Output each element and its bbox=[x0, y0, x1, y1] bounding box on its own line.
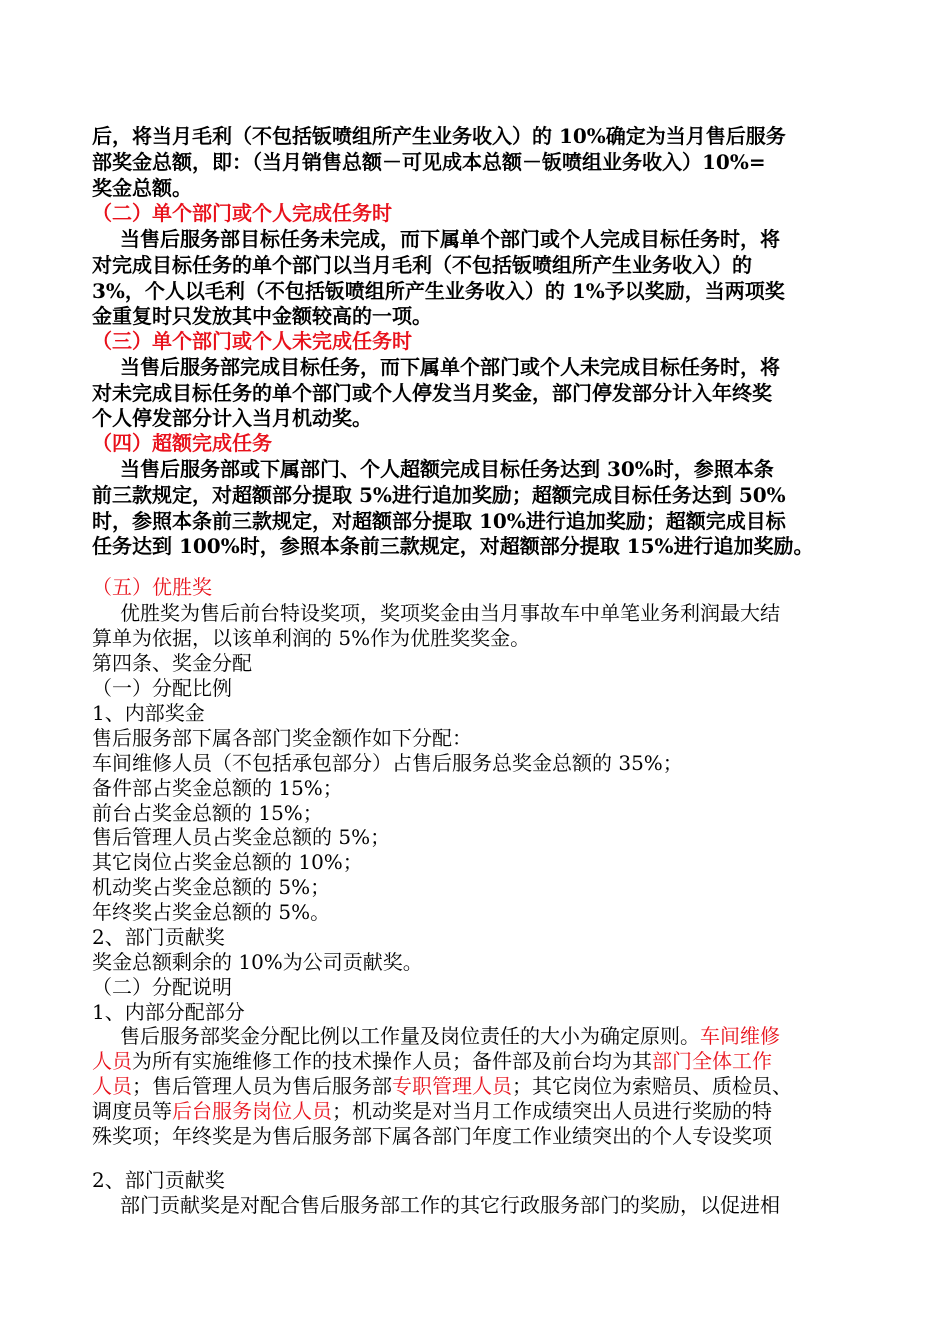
text-run: ；其它岗位为索赔员、质检员、 bbox=[512, 1074, 792, 1098]
subsection-heading: （三）单个部门或个人未完成任务时 bbox=[92, 329, 412, 353]
subsection-heading: （五）优胜奖 bbox=[92, 575, 212, 599]
text-run: 调度员等 bbox=[92, 1099, 172, 1123]
allocation-line: 机动奖占奖金总额的 5%； bbox=[92, 875, 331, 899]
body-line: 当售后服务部完成目标任务，而下属单个部门或个人未完成目标任务时，将 bbox=[120, 355, 780, 379]
body-line bbox=[92, 1049, 772, 1073]
body-line: 算单为依据，以该单利润的 5%作为优胜奖奖金。 bbox=[92, 626, 531, 650]
allocation-line: 其它岗位占奖金总额的 10%； bbox=[92, 850, 363, 874]
body-line: 任务达到 100%时，参照本条前三款规定，对超额部分提取 15%进行追加奖励。 bbox=[92, 534, 814, 558]
body-line: 售后服务部下属各部门奖金额作如下分配： bbox=[92, 726, 472, 750]
highlight-text: 部门全体工作 bbox=[652, 1049, 772, 1073]
text-run: ；售后管理人员为售后服务部 bbox=[132, 1074, 392, 1098]
item-heading: 2、部门贡献奖 bbox=[92, 1168, 225, 1192]
body-line: 后，将当月毛利（不包括钣喷组所产生业务收入）的 10%确定为当月售后服务 bbox=[92, 124, 786, 148]
body-line: 殊奖项；年终奖是为售后服务部下属各部门年度工作业绩突出的个人专设奖项 bbox=[92, 1124, 772, 1148]
body-line: 部奖金总额，即：（当月销售总额－可见成本总额－钣喷组业务收入）10%= bbox=[92, 150, 766, 174]
subsection-heading: （四）超额完成任务 bbox=[92, 431, 272, 455]
allocation-line: 前台占奖金总额的 15%； bbox=[92, 801, 323, 825]
body-line: 时，参照本条前三款规定，对超额部分提取 10%进行追加奖励；超额完成目标 bbox=[92, 509, 786, 533]
highlight-text: 车间维修 bbox=[700, 1024, 780, 1048]
body-line: 前三款规定，对超额部分提取 5%进行追加奖励；超额完成目标任务达到 50% bbox=[92, 483, 786, 507]
allocation-line: 备件部占奖金总额的 15%； bbox=[92, 776, 343, 800]
body-line: 部门贡献奖是对配合售后服务部工作的其它行政服务部门的奖励，以促进相 bbox=[120, 1193, 780, 1217]
allocation-line: 车间维修人员（不包括承包部分）占售后服务总奖金总额的 35%； bbox=[92, 751, 683, 775]
part-heading: （一）分配比例 bbox=[92, 676, 232, 700]
body-line: 对完成目标任务的单个部门以当月毛利（不包括钣喷组所产生业务收入）的 bbox=[92, 253, 752, 277]
item-heading: 2、部门贡献奖 bbox=[92, 925, 225, 949]
body-line: 当售后服务部目标任务未完成，而下属单个部门或个人完成目标任务时，将 bbox=[120, 227, 780, 251]
body-line: 当售后服务部或下属部门、个人超额完成目标任务达到 30%时，参照本条 bbox=[120, 457, 774, 481]
body-line bbox=[120, 1024, 780, 1048]
highlight-text: 专职管理人员 bbox=[392, 1074, 512, 1098]
body-line: 3%，个人以毛利（不包括钣喷组所产生业务收入）的 1%予以奖励，当两项奖 bbox=[92, 279, 785, 303]
subsection-heading: （二）单个部门或个人完成任务时 bbox=[92, 201, 392, 225]
body-line: 奖金总额。 bbox=[92, 176, 192, 200]
body-line: 个人停发部分计入当月机动奖。 bbox=[92, 406, 372, 430]
highlight-text: 人员 bbox=[92, 1049, 132, 1073]
highlight-text: 人员 bbox=[92, 1074, 132, 1098]
item-heading: 1、内部奖金 bbox=[92, 701, 205, 725]
text-run: 售后服务部奖金分配比例以工作量及岗位责任的大小为确定原则。 bbox=[120, 1024, 700, 1048]
text-run: ；机动奖是对当月工作成绩突出人员进行奖励的特 bbox=[332, 1099, 772, 1123]
body-line: 优胜奖为售后前台特设奖项，奖项奖金由当月事故车中单笔业务利润最大结 bbox=[120, 601, 780, 625]
article-title: 第四条、奖金分配 bbox=[92, 651, 252, 675]
allocation-line: 年终奖占奖金总额的 5%。 bbox=[92, 900, 331, 924]
body-line: 金重复时只发放其中金额较高的一项。 bbox=[92, 304, 432, 328]
allocation-line: 售后管理人员占奖金总额的 5%； bbox=[92, 825, 391, 849]
body-line: 对未完成目标任务的单个部门或个人停发当月奖金，部门停发部分计入年终奖 bbox=[92, 381, 772, 405]
text-run: 为所有实施维修工作的技术操作人员；备件部及前台均为其 bbox=[132, 1049, 652, 1073]
item-heading: 1、内部分配部分 bbox=[92, 1000, 245, 1024]
body-line bbox=[92, 1074, 792, 1098]
body-line: 奖金总额剩余的 10%为公司贡献奖。 bbox=[92, 950, 423, 974]
body-line bbox=[92, 1099, 772, 1123]
part-heading: （二）分配说明 bbox=[92, 975, 232, 999]
highlight-text: 后台服务岗位人员 bbox=[172, 1099, 332, 1123]
